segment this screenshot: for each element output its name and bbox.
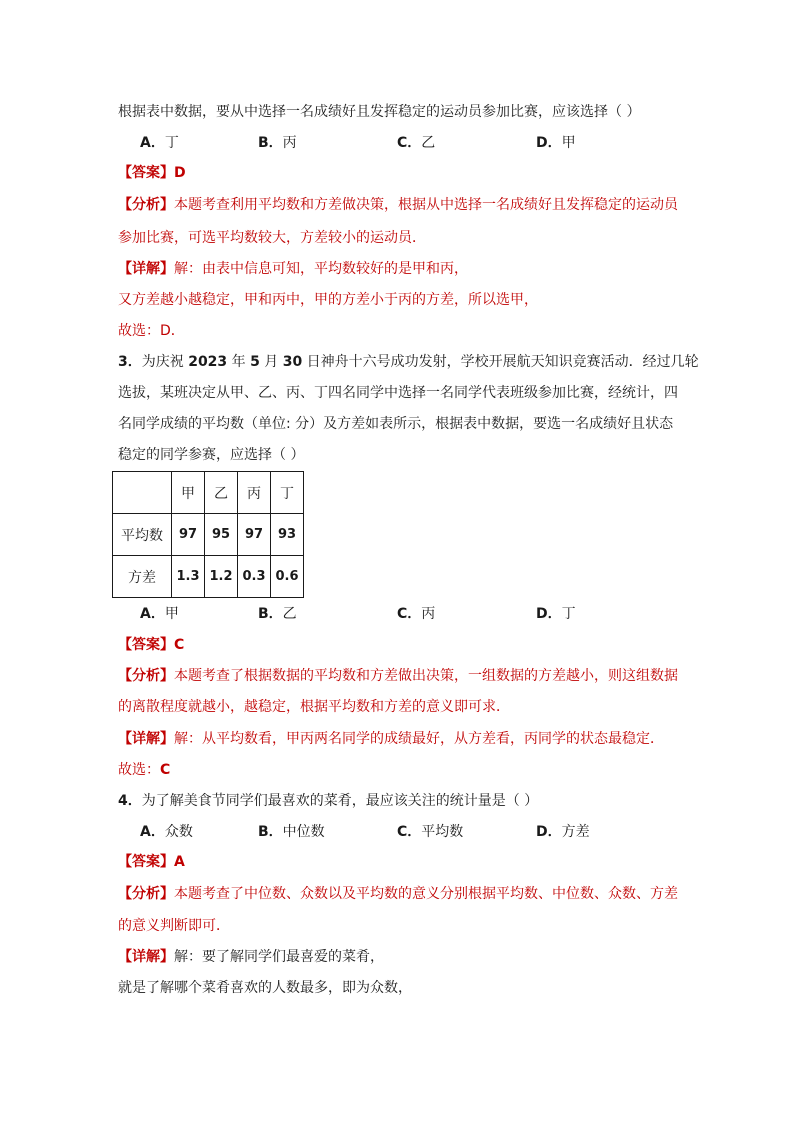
q2-conclusion: 故选：D．: [118, 323, 185, 339]
table-header-cell: 甲: [172, 472, 205, 514]
q4-analysis-line-2: 的意义判断即可．: [118, 918, 230, 934]
q4-stem: 4．为了解美食节同学们最喜欢的菜肴，最应该关注的统计量是（ ）: [118, 793, 539, 809]
q2-detail-line-2: 又方差越小越稳定，甲和丙中，甲的方差小于丙的方差，所以选甲，: [118, 292, 538, 308]
q4-option-a: A．众数: [140, 824, 193, 840]
table-row-mean: [113, 514, 304, 556]
q2-stem: 根据表中数据，要从中选择一名成绩好且发挥稳定的运动员参加比赛，应该选择（ ）: [118, 104, 641, 120]
table-row-variance: [113, 556, 304, 598]
table-cell: 1.3: [172, 556, 205, 598]
q2-answer: 【答案】D: [118, 165, 186, 181]
q2-option-a: A．丁: [140, 135, 179, 151]
q3-option-c: C．丙: [397, 606, 436, 622]
q3-conclusion: 故选：C: [118, 762, 171, 778]
q3-stats-table: [112, 471, 304, 598]
q2-analysis-line-1: 【分析】本题考查利用平均数和方差做决策，根据从中选择一名成绩好且发挥稳定的运动员: [118, 197, 678, 213]
table-cell: 95: [205, 514, 238, 556]
q3-stem-line-4: 稳定的同学参赛，应选择（ ）: [118, 447, 305, 463]
q3-answer: 【答案】C: [118, 637, 185, 653]
q4-analysis-line-1: 【分析】本题考查了中位数、众数以及平均数的意义分别根据平均数、中位数、众数、方差: [118, 886, 678, 902]
table-header-cell: 丁: [271, 472, 304, 514]
q3-stem-line-3: 名同学成绩的平均数（单位: 分）及方差如表所示，根据表中数据，要选一名成绩好且状态: [118, 416, 674, 432]
q2-option-d: D．甲: [536, 135, 576, 151]
q4-option-c: C．平均数: [397, 824, 464, 840]
table-row-label: 平均数: [113, 514, 172, 556]
table-row-label: 方差: [113, 556, 172, 598]
q2-option-b: B．丙: [258, 135, 297, 151]
q4-detail-line-2: 就是了解哪个菜肴喜欢的人数最多，即为众数，: [118, 980, 412, 996]
table-header-row: [113, 472, 304, 514]
q3-stem-line-1: 3．为庆祝 2023 年 5 月 30 日神舟十六号成功发射，学校开展航天知识竞赛活动．经过几轮: [118, 354, 699, 370]
table-cell: 0.6: [271, 556, 304, 598]
q2-detail-line-1: 【详解】解：由表中信息可知，平均数较好的是甲和丙，: [118, 261, 468, 277]
q3-option-d: D．丁: [536, 606, 576, 622]
q2-option-c: C．乙: [397, 135, 436, 151]
table-cell: 97: [172, 514, 205, 556]
q3-detail-line-1: 【详解】解：从平均数看，甲丙两名同学的成绩最好，从方差看，丙同学的状态最稳定．: [118, 731, 664, 747]
table-header-cell: 乙: [205, 472, 238, 514]
table-cell: 97: [238, 514, 271, 556]
q3-analysis-line-1: 【分析】本题考查了根据数据的平均数和方差做出决策，一组数据的方差越小，则这组数据: [118, 668, 678, 684]
table-cell: 1.2: [205, 556, 238, 598]
table-header-cell: 丙: [238, 472, 271, 514]
table-cell: 93: [271, 514, 304, 556]
q4-option-b: B．中位数: [258, 824, 325, 840]
q4-option-d: D．方差: [536, 824, 590, 840]
q2-analysis-line-2: 参加比赛，可选平均数较大，方差较小的运动员．: [118, 230, 426, 246]
q4-answer: 【答案】A: [118, 854, 185, 870]
q3-analysis-line-2: 的离散程度就越小，越稳定，根据平均数和方差的意义即可求．: [118, 699, 510, 715]
q3-stem-line-2: 选拔，某班决定从甲、乙、丙、丁四名同学中选择一名同学代表班级参加比赛，经统计，四: [118, 385, 678, 401]
q4-detail-line-1: 【详解】解：要了解同学们最喜爱的菜肴，: [118, 949, 384, 965]
q3-option-b: B．乙: [258, 606, 297, 622]
table-cell: 0.3: [238, 556, 271, 598]
table-corner-cell: [113, 472, 172, 514]
q3-option-a: A．甲: [140, 606, 179, 622]
